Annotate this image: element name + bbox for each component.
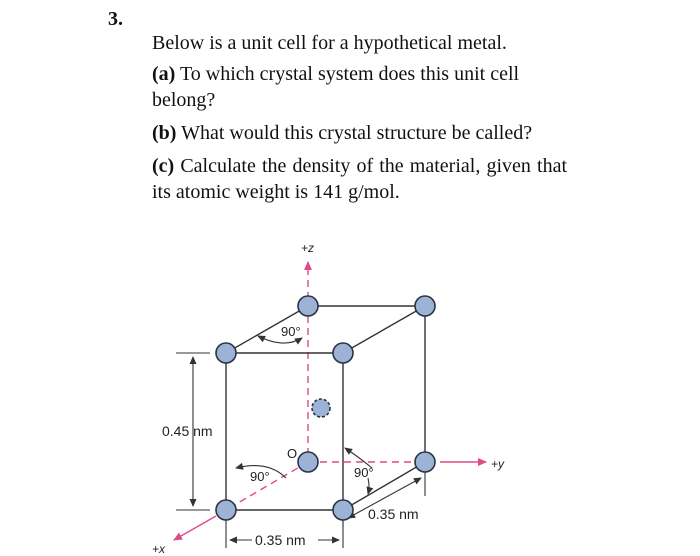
height-dimension-label: 0.45 nm [162,423,213,439]
origin-label: O [287,446,298,461]
part-a-label: (a) [152,63,176,85]
angle-label-top: 90° [281,324,301,339]
atom-corner-front-top-left [216,343,236,363]
angle-label-right: 90° [354,465,374,480]
angle-label-left: 90° [250,469,270,484]
atom-corner-front-bottom-right [333,500,353,520]
part-b-text: What would this crystal structure be called? [181,122,533,144]
width-dimension-label: 0.35 nm [255,532,306,548]
axes [174,262,486,540]
atom-corner-front-bottom-left [216,500,236,520]
depth-dimension-label: 0.35 nm [368,506,419,522]
atom-corner-back-top-right [415,296,435,316]
axis-y-label: +y [491,457,505,471]
axis-x-label: +x [152,542,166,556]
axis-z-label: +z [301,241,315,255]
x-axis-arrow [174,516,216,540]
atom-corner-back-bottom-right [415,452,435,472]
part-a-text: To which crystal system does this unit cell belong? [152,63,520,111]
part-b-label: (b) [152,122,177,144]
edge-top-right [343,306,425,353]
part-c-text: Calculate the density of the material, given that its atomic weight is 141 g/mol. [152,155,568,203]
atoms [216,296,435,520]
atom-corner-back-top-left [298,296,318,316]
question-number: 3. [108,8,123,30]
atom-body-center [312,399,330,417]
question-intro: Below is a unit cell for a hypothetical metal. [152,32,507,54]
part-c-label: (c) [152,155,175,177]
atom-corner-origin [298,452,318,472]
atom-corner-front-top-right [333,343,353,363]
